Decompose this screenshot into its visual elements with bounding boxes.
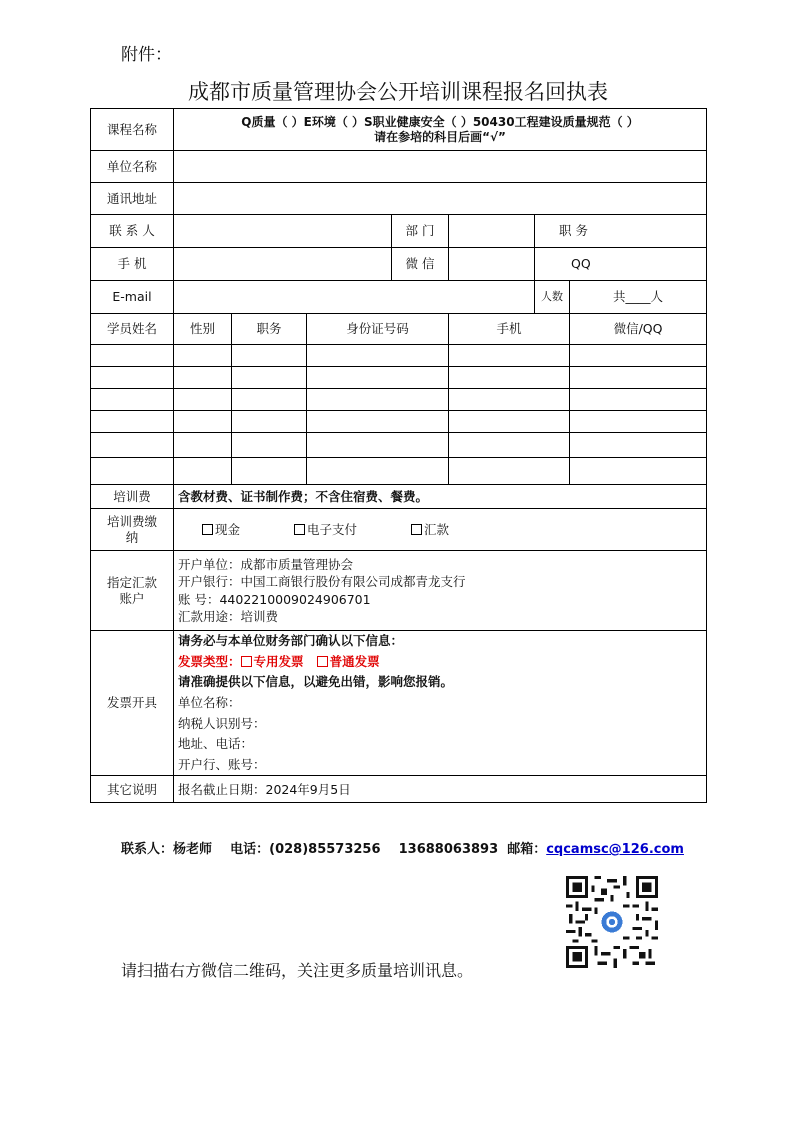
student-cell[interactable] [570, 411, 707, 433]
headcount-value[interactable]: 共____人 [570, 281, 707, 314]
contact-email-label: 邮箱： [507, 842, 547, 857]
student-cell[interactable] [174, 389, 232, 411]
student-cell[interactable] [91, 458, 174, 485]
student-header-wechat: 微信/QQ [570, 314, 707, 345]
student-cell[interactable] [307, 458, 449, 485]
student-row [91, 411, 707, 433]
invoice-accuracy-note: 请准确提供以下信息，以避免出错，影响您报销。 [178, 674, 454, 690]
company-input[interactable] [174, 151, 707, 183]
student-cell[interactable] [570, 367, 707, 389]
student-cell[interactable] [174, 458, 232, 485]
student-cell[interactable] [232, 389, 307, 411]
email-label: E-mail [91, 281, 174, 314]
student-row [91, 433, 707, 458]
department-input[interactable] [449, 215, 535, 248]
student-header-name: 学员姓名 [91, 314, 174, 345]
student-cell[interactable] [232, 458, 307, 485]
contact-line [121, 838, 684, 857]
student-cell[interactable] [449, 367, 570, 389]
company-label: 单位名称 [91, 151, 174, 183]
student-cell[interactable] [91, 433, 174, 458]
student-cell[interactable] [570, 433, 707, 458]
checkbox-icon [294, 524, 305, 535]
course-note: 请在参培的科目后画“√” [374, 129, 506, 144]
contact-person: 联系人：杨老师 [121, 842, 213, 857]
address-label: 通讯地址 [91, 183, 174, 215]
wechat-qr-code-icon [566, 876, 658, 968]
student-cell[interactable] [307, 433, 449, 458]
student-cell[interactable] [91, 389, 174, 411]
student-cell[interactable] [232, 345, 307, 367]
payment-label: 培训费缴纳 [91, 509, 174, 551]
form-title: 成都市质量管理协会公开培训课程报名回执表 [188, 80, 608, 104]
student-cell[interactable] [449, 389, 570, 411]
invoice-option-special-label: 专用发票 [253, 653, 304, 669]
contact-mobile: 13688063893 [398, 842, 499, 857]
student-cell[interactable] [307, 389, 449, 411]
student-row [91, 367, 707, 389]
student-header-mobile: 手机 [449, 314, 570, 345]
invoice-address-phone[interactable]: 地址、电话： [178, 736, 254, 752]
student-header-id: 身份证号码 [307, 314, 449, 345]
payment-option-transfer-label: 汇款 [424, 521, 450, 537]
payment-option-electronic[interactable] [294, 522, 357, 538]
contact-person-input[interactable] [174, 215, 392, 248]
student-row [91, 389, 707, 411]
student-cell[interactable] [570, 345, 707, 367]
student-header-gender: 性别 [174, 314, 232, 345]
invoice-confirm: 请务必与本单位财务部门确认以下信息： [178, 633, 404, 648]
student-cell[interactable] [449, 458, 570, 485]
student-cell[interactable] [307, 411, 449, 433]
email-input[interactable] [174, 281, 535, 314]
invoice-company[interactable]: 单位名称： [178, 694, 241, 710]
checkbox-icon [411, 524, 422, 535]
mobile-label: 手 机 [91, 248, 174, 281]
course-options[interactable]: Q质量（ ）E环境（ ）S职业健康安全（ ）50430工程建设质量规范（ ） [241, 114, 639, 129]
wechat-input[interactable] [449, 248, 535, 281]
contact-person-label: 联 系 人 [91, 215, 174, 248]
other-text: 报名截止日期：2024年9月5日 [174, 776, 707, 803]
payment-option-cash[interactable] [202, 522, 240, 538]
student-cell[interactable] [570, 389, 707, 411]
account-label: 指定汇款账户 [91, 551, 174, 631]
department-label: 部 门 [392, 215, 449, 248]
account-bank: 开户银行：中国工商银行股份有限公司成都青龙支行 [178, 574, 466, 589]
address-input[interactable] [174, 183, 707, 215]
payment-option-cash-label: 现金 [215, 521, 241, 537]
invoice-type-label: 发票类型： [178, 653, 241, 669]
mobile-input[interactable] [174, 248, 392, 281]
student-cell[interactable] [91, 411, 174, 433]
account-purpose: 汇款用途：培训费 [178, 609, 279, 624]
invoice-label: 发票开具 [91, 631, 174, 776]
attachment-label: 附件： [121, 45, 172, 65]
checkbox-icon [241, 656, 252, 667]
student-cell[interactable] [307, 345, 449, 367]
checkbox-icon [202, 524, 213, 535]
invoice-bank-account[interactable]: 开户行、账号： [178, 756, 266, 772]
contact-phone: 电话：(028)85573256 [230, 842, 381, 857]
student-cell[interactable] [91, 345, 174, 367]
student-header-position: 职务 [232, 314, 307, 345]
student-cell[interactable] [174, 345, 232, 367]
student-cell[interactable] [232, 411, 307, 433]
student-cell[interactable] [174, 367, 232, 389]
payment-option-electronic-label: 电子支付 [307, 521, 358, 537]
invoice-option-normal[interactable] [317, 654, 380, 669]
student-row [91, 345, 707, 367]
student-cell[interactable] [174, 411, 232, 433]
invoice-option-normal-label: 普通发票 [329, 653, 380, 669]
qq-label: QQ [535, 248, 707, 281]
course-label: 课程名称 [91, 109, 174, 151]
position-label: 职 务 [535, 215, 707, 248]
headcount-label: 人数 [535, 281, 570, 314]
student-cell[interactable] [232, 433, 307, 458]
invoice-tax-id[interactable]: 纳税人识别号： [178, 715, 266, 731]
scan-qr-note: 请扫描右方微信二维码，关注更多质量培训讯息。 [121, 961, 474, 980]
payment-option-transfer[interactable] [411, 522, 449, 538]
student-cell[interactable] [449, 411, 570, 433]
student-cell[interactable] [449, 433, 570, 458]
registration-form [90, 108, 707, 803]
account-holder: 开户单位：成都市质量管理协会 [178, 556, 354, 572]
contact-email-link[interactable]: cqcamsc@126.com [546, 842, 684, 857]
student-cell[interactable] [307, 367, 449, 389]
student-cell[interactable] [91, 367, 174, 389]
checkbox-icon [317, 656, 328, 667]
student-cell[interactable] [174, 433, 232, 458]
fee-label: 培训费 [91, 485, 174, 509]
student-cell[interactable] [232, 367, 307, 389]
wechat-label: 微 信 [392, 248, 449, 281]
account-number: 账 号：4402210009024906701 [178, 591, 371, 607]
student-row [91, 458, 707, 485]
invoice-option-special[interactable] [241, 654, 304, 669]
other-label: 其它说明 [91, 776, 174, 803]
invoice-type [178, 652, 702, 673]
student-cell[interactable] [570, 458, 707, 485]
student-cell[interactable] [449, 345, 570, 367]
fee-text: 含教材费、证书制作费；不含住宿费、餐费。 [174, 485, 707, 509]
